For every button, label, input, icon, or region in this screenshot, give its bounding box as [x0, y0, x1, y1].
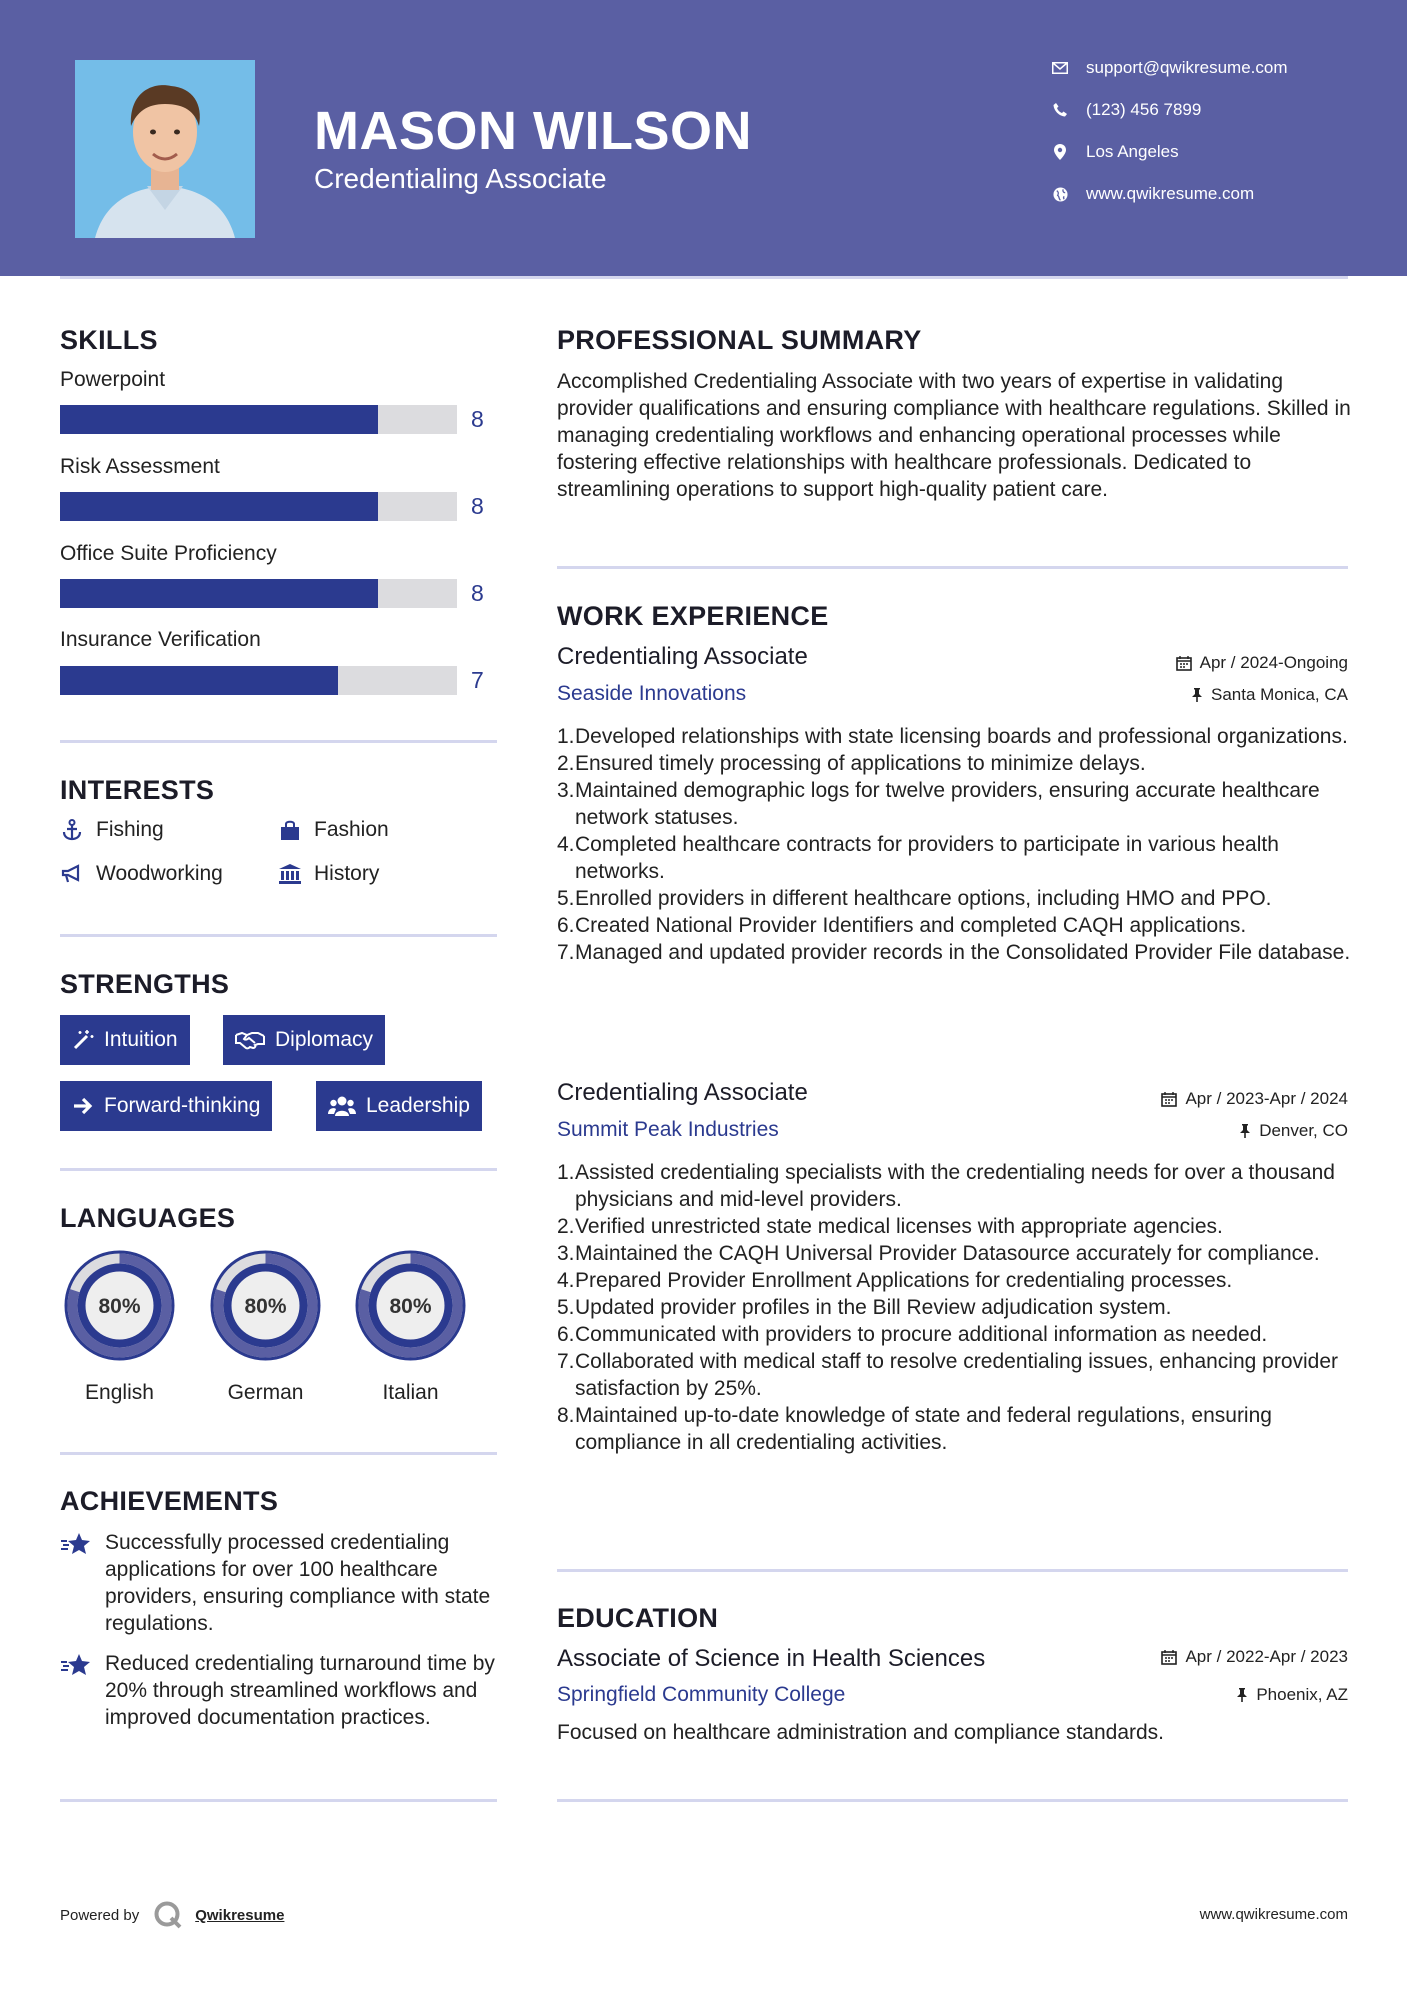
interest-label: History — [314, 862, 380, 885]
interest-label: Fishing — [96, 818, 164, 841]
envelope-icon — [1050, 62, 1070, 74]
strength-label: Forward-thinking — [104, 1094, 261, 1117]
list-item: 2. Ensured timely processing of applications to minimize delays. — [557, 752, 1146, 775]
skill-value: 8 — [471, 580, 484, 606]
interest-item — [278, 862, 379, 886]
skill-bar-fill — [60, 405, 378, 434]
list-item: 1. Developed relationships with state licensing boards and professional organizations. — [557, 725, 1348, 748]
summary-text: Accomplished Credentialing Associate with two years of expertise in validating provider qualifications and ensuring compliance with healthcare regulations. Skilled in managing credentialing workflows and enhancing operational processes while fostering effective relationships with healthcare professionals. Dedicated to streamlining operations to support high-quality patient care. — [557, 370, 1351, 501]
interest-item — [60, 862, 223, 886]
footer-website[interactable]: www.qwikresume.com — [1199, 1906, 1348, 1923]
section-divider — [60, 1168, 497, 1171]
section-divider — [557, 1569, 1348, 1572]
strength-tag — [60, 1015, 190, 1065]
job-dates-text: Apr / 2024-Ongoing — [1199, 653, 1348, 672]
list-item: 3. Maintained the CAQH Universal Provider Datasource accurately for compliance. — [557, 1242, 1320, 1265]
skill-value: 7 — [471, 667, 484, 693]
skill-value: 8 — [471, 406, 484, 432]
strength-label: Diplomacy — [275, 1028, 374, 1051]
skill-bar — [60, 666, 457, 695]
achievement-text: Reduced credentialing turnaround time by 20% through streamlined workflows and improved documentation practices. — [105, 1652, 495, 1729]
anchor-icon — [60, 819, 84, 841]
section-divider — [60, 740, 497, 743]
qwikresume-logo-icon — [153, 1900, 183, 1930]
job-dates-text: Apr / 2023-Apr / 2024 — [1185, 1089, 1348, 1108]
strengths-heading: STRENGTHS — [60, 969, 230, 999]
experience-heading: WORK EXPERIENCE — [557, 601, 829, 631]
list-item: 6. Created National Provider Identifiers and completed CAQH applications. — [557, 914, 1247, 937]
job-title: Credentialing Associate — [557, 1079, 808, 1106]
list-item: 5. Enrolled providers in different healthcare options, including HMO and PPO. — [557, 887, 1272, 910]
list-item: 3. Maintained demographic logs for twelve providers, ensuring accurate healthcare network statuses. — [557, 779, 1320, 829]
achievement-item — [60, 1650, 510, 1731]
job-company: Summit Peak Industries — [557, 1118, 779, 1141]
achievement-item — [60, 1529, 510, 1637]
job-location — [1239, 1121, 1348, 1141]
list-item: 7. Collaborated with medical staff to resolve credentialing issues, enhancing provider satisfaction by 25%. — [557, 1350, 1339, 1400]
skill-label: Office Suite Proficiency — [60, 542, 277, 565]
strength-tag — [316, 1081, 482, 1131]
megaphone-icon — [60, 864, 84, 884]
contact-email-text: support@qwikresume.com — [1086, 58, 1288, 77]
contact-email[interactable] — [1050, 58, 1288, 78]
language-gauge — [205, 1245, 326, 1366]
skill-value: 8 — [471, 493, 484, 519]
powered-by-label: Powered by — [60, 1906, 140, 1924]
language-gauge — [59, 1245, 180, 1366]
education-description: Focused on healthcare administration and compliance standards. — [557, 1721, 1165, 1744]
arrow-right-icon — [72, 1096, 94, 1116]
contact-location — [1050, 142, 1179, 162]
education-location — [1236, 1685, 1348, 1705]
education-heading: EDUCATION — [557, 1603, 719, 1633]
achievements-heading: ACHIEVEMENTS — [60, 1486, 279, 1516]
strength-label: Intuition — [104, 1028, 178, 1051]
interest-item — [278, 818, 389, 842]
language-percent: 80% — [244, 1295, 287, 1318]
languages-heading: LANGUAGES — [60, 1203, 236, 1233]
museum-icon — [278, 863, 302, 885]
pushpin-icon — [1239, 1123, 1251, 1139]
contact-website[interactable] — [1050, 184, 1254, 204]
list-item: 7. Managed and updated provider records in the Consolidated Provider File database. — [557, 941, 1351, 964]
education-dates-text: Apr / 2022-Apr / 2023 — [1185, 1647, 1348, 1666]
calendar-icon — [1176, 655, 1192, 671]
education-degree: Associate of Science in Health Sciences — [557, 1645, 986, 1672]
users-icon — [328, 1095, 356, 1117]
profile-photo — [75, 60, 255, 238]
list-item: 1. Assisted credentialing specialists with the credentialing needs for over a thousand physicians and mid-level providers. — [557, 1161, 1335, 1211]
map-pin-icon — [1050, 144, 1070, 160]
strength-tag — [223, 1015, 385, 1065]
calendar-icon — [1161, 1649, 1177, 1665]
interests-heading: INTERESTS — [60, 775, 215, 805]
header-banner — [0, 0, 1407, 276]
skill-bar — [60, 492, 457, 521]
contact-website-text: www.qwikresume.com — [1086, 184, 1255, 203]
language-percent: 80% — [389, 1295, 432, 1318]
skill-bar — [60, 579, 457, 608]
list-item: 4. Completed healthcare contracts for providers to participate in various health networks. — [557, 833, 1279, 883]
summary-heading: PROFESSIONAL SUMMARY — [557, 325, 922, 355]
list-item: 2. Verified unrestricted state medical licenses with appropriate agencies. — [557, 1215, 1223, 1238]
language-label: Italian — [382, 1381, 439, 1404]
section-divider — [557, 566, 1348, 569]
shopping-bag-icon — [278, 819, 302, 841]
section-divider — [60, 1452, 497, 1455]
shooting-star-icon — [60, 1650, 105, 1731]
job-bullets — [557, 1159, 1357, 1456]
strength-tag — [60, 1081, 272, 1131]
list-item: 6. Communicated with providers to procure additional information as needed. — [557, 1323, 1268, 1346]
job-location-text: Denver, CO — [1259, 1121, 1348, 1140]
contact-location-text: Los Angeles — [1086, 142, 1179, 161]
job-location — [1191, 685, 1348, 705]
language-label: German — [227, 1381, 304, 1404]
section-divider — [557, 1799, 1348, 1802]
calendar-icon — [1161, 1091, 1177, 1107]
language-percent: 80% — [98, 1295, 141, 1318]
header-divider — [60, 276, 1348, 279]
skills-heading: SKILLS — [60, 325, 158, 355]
skill-bar-fill — [60, 492, 378, 521]
skill-bar-fill — [60, 666, 338, 695]
pushpin-icon — [1191, 687, 1203, 703]
list-item: 5. Updated provider profiles in the Bill Review adjudication system. — [557, 1296, 1172, 1319]
job-bullets — [557, 723, 1357, 966]
candidate-role: Credentialing Associate — [314, 163, 607, 194]
skill-bar-fill — [60, 579, 378, 608]
contact-phone[interactable] — [1050, 100, 1201, 120]
contact-phone-text: (123) 456 7899 — [1086, 100, 1202, 119]
phone-icon — [1050, 103, 1070, 117]
education-school: Springfield Community College — [557, 1683, 846, 1706]
job-location-text: Santa Monica, CA — [1210, 685, 1348, 704]
job-company: Seaside Innovations — [557, 682, 747, 705]
strength-label: Leadership — [366, 1094, 470, 1117]
shooting-star-icon — [60, 1529, 105, 1637]
brand-link[interactable]: Qwikresume — [195, 1906, 285, 1924]
handshake-icon — [235, 1030, 265, 1050]
pushpin-icon — [1236, 1687, 1248, 1703]
magic-wand-icon — [72, 1029, 94, 1051]
education-location-text: Phoenix, AZ — [1256, 1685, 1348, 1704]
education-dates — [1161, 1647, 1348, 1667]
skill-bar — [60, 405, 457, 434]
candidate-name: MASON WILSON — [314, 101, 752, 161]
skill-label: Risk Assessment — [60, 455, 220, 478]
globe-icon — [1050, 187, 1070, 202]
footer-powered-by — [60, 1900, 284, 1930]
interest-label: Woodworking — [96, 862, 223, 885]
job-dates — [1161, 1089, 1348, 1109]
list-item: 4. Prepared Provider Enrollment Applications for credentialing processes. — [557, 1269, 1233, 1292]
skill-label: Insurance Verification — [60, 628, 261, 651]
section-divider — [60, 1799, 497, 1802]
language-label: English — [85, 1381, 154, 1404]
job-dates — [1176, 653, 1348, 673]
interest-label: Fashion — [314, 818, 389, 841]
language-gauge — [350, 1245, 471, 1366]
skill-label: Powerpoint — [60, 368, 166, 391]
list-item: 8. Maintained up-to-date knowledge of state and federal regulations, ensuring compliance in all credentialing activities. — [557, 1404, 1272, 1454]
job-title: Credentialing Associate — [557, 643, 808, 670]
interest-item — [60, 818, 164, 842]
section-divider — [60, 934, 497, 937]
achievement-text: Successfully processed credentialing applications for over 100 healthcare providers, ensuring compliance with state regulations. — [105, 1531, 491, 1635]
